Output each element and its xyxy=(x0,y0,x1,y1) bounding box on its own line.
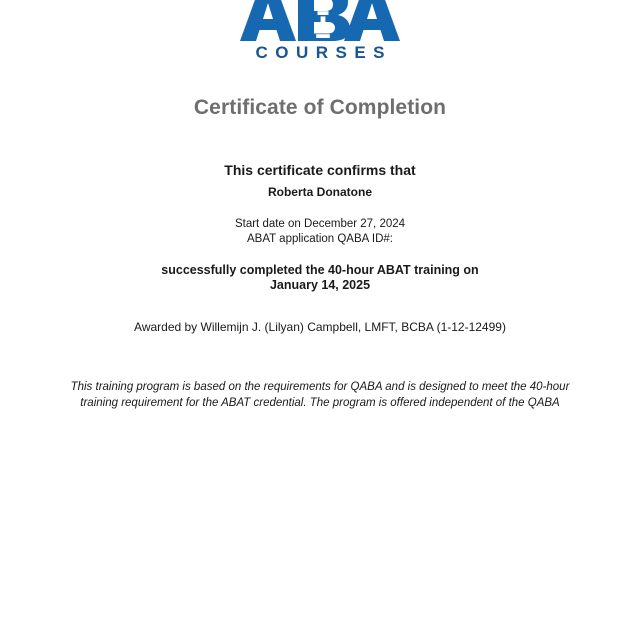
completion-block xyxy=(0,263,640,293)
recipient-name: Roberta Donatone xyxy=(267,185,372,199)
disclaimer-text: This training program is based on the requirements for QABA and is designed to meet the 40-hour training requirement for the ABAT credential. The program is offered independent of the QABA xyxy=(70,381,570,409)
completion-date-line: January 14, 2025 xyxy=(269,278,371,292)
application-id-line: ABAT application QABA ID#: xyxy=(247,233,393,245)
start-date-line: Start date on December 27, 2024 xyxy=(234,218,406,230)
completion-statement-line: successfully completed the 40-hour ABAT training on xyxy=(161,263,479,277)
page-title: Certificate of Completion xyxy=(193,96,447,119)
confirms-line: This certificate confirms that xyxy=(224,162,416,178)
awarded-by-line: Awarded by Willemijn J. (Lilyan) Campbell, LMFT, BCBA (1-12-12499) xyxy=(134,320,506,334)
logo-block xyxy=(0,0,640,72)
aba-wordmark-logo xyxy=(238,0,402,42)
logo-subtitle: COURSES xyxy=(255,43,393,62)
details-block xyxy=(0,217,640,247)
